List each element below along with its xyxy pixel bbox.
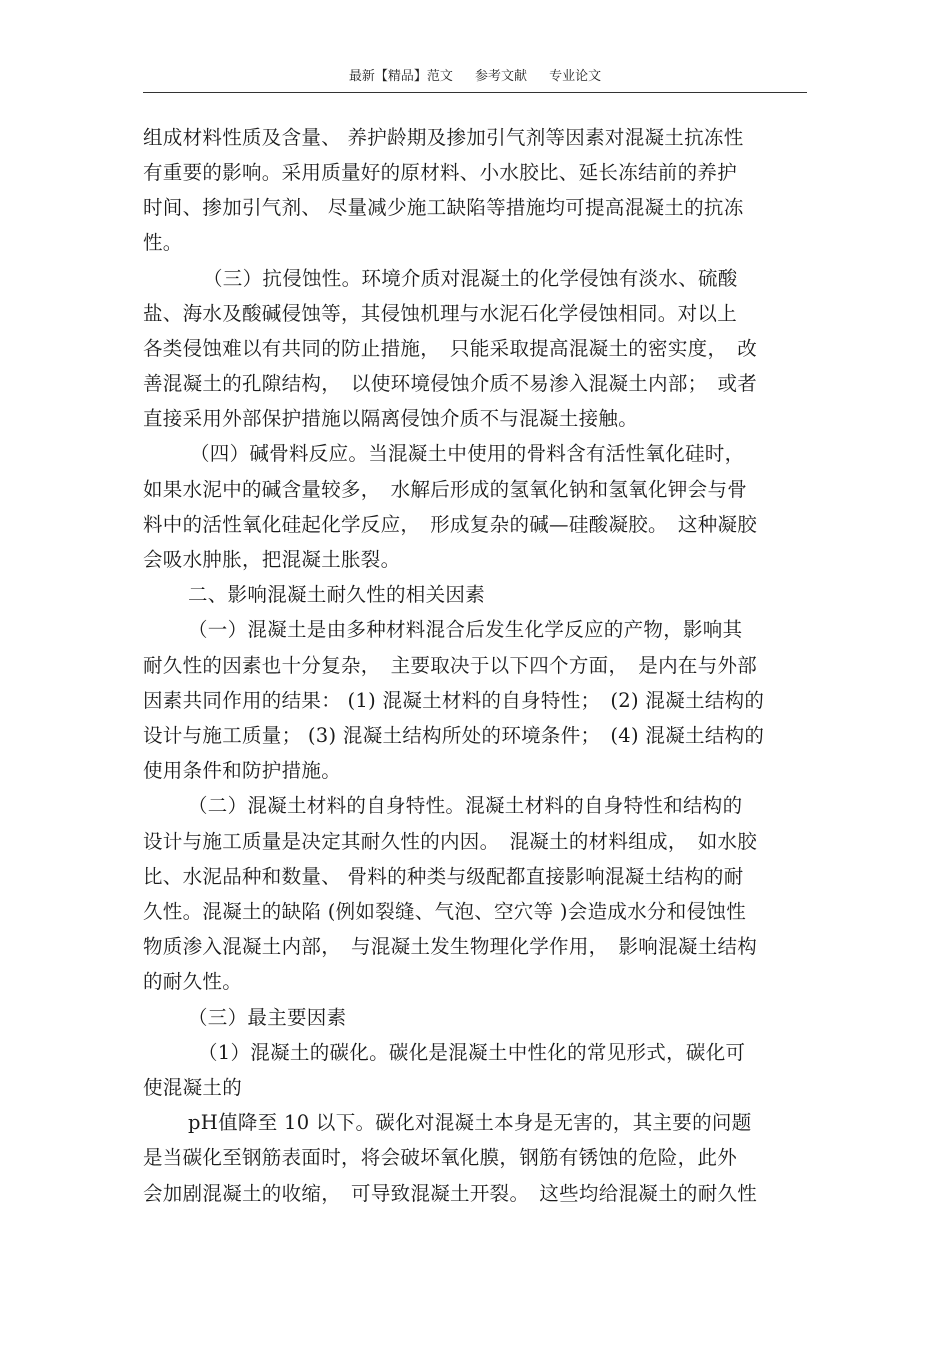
text-line: 比、水泥品种和数量、 骨料的种类与级配都直接影响混凝土结构的耐 xyxy=(143,865,744,888)
text-line: 性。 xyxy=(143,231,183,254)
header-item-featured: 最新【精品】范文 xyxy=(348,69,453,84)
subsection-heading-line: （1）混凝土的碳化。碳化是混凝土中性化的常见形式，碳化可 xyxy=(198,1041,746,1064)
header-item-references: 参考文献 xyxy=(474,69,527,84)
section-heading-line: （一）混凝土是由多种材料混合后发生化学反应的产物，影响其 xyxy=(188,618,743,641)
text-line: 盐、海水及酸碱侵蚀等，其侵蚀机理与水泥石化学侵蚀相同。对以上 xyxy=(143,302,738,325)
text-line: 会加剧混凝土的收缩， 可导致混凝土开裂。 这些均给混凝土的耐久性 xyxy=(143,1182,758,1205)
text-line: 善混凝土的孔隙结构， 以使环境侵蚀介质不易渗入混凝土内部； 或者 xyxy=(143,372,758,395)
text-line: 时间、掺加引气剂、 尽量减少施工缺陷等措施均可提高混凝土的抗冻 xyxy=(143,196,744,219)
section-heading: 二、影响混凝土耐久性的相关因素 xyxy=(188,583,486,606)
text-line: 因素共同作用的结果： (1) 混凝土材料的自身特性； (2) 混凝土结构的 xyxy=(143,689,765,712)
text-line: 组成材料性质及含量、 养护龄期及掺加引气剂等因素对混凝土抗冻性 xyxy=(143,126,744,149)
text-line: 料中的活性氧化硅起化学反应， 形成复杂的碱—硅酸凝胶。 这种凝胶 xyxy=(143,513,758,536)
text-line: 有重要的影响。采用质量好的原材料、小水胶比、延长冻结前的养护 xyxy=(143,161,738,184)
text-line: 的耐久性。 xyxy=(143,970,243,993)
text-line: 久性。混凝土的缺陷 (例如裂缝、气泡、空穴等 )会造成水分和侵蚀性 xyxy=(143,900,747,923)
text-line: 设计与施工质量； (3) 混凝土结构所处的环境条件； (4) 混凝土结构的 xyxy=(143,724,765,747)
text-line: 是当碳化至钢筋表面时，将会破坏氧化膜，钢筋有锈蚀的危险，此外 xyxy=(143,1146,738,1169)
text-line: 物质渗入混凝土内部， 与混凝土发生物理化学作用， 影响混凝土结构 xyxy=(143,935,758,958)
section-heading: （三）最主要因素 xyxy=(188,1006,347,1029)
header-item-papers: 专业论文 xyxy=(549,69,602,84)
section-heading-line: （四）碱骨料反应。当混凝土中使用的骨料含有活性氧化硅时， xyxy=(190,442,745,465)
text-line: 如果水泥中的碱含量较多， 水解后形成的氢氧化钠和氢氧化钾会与骨 xyxy=(143,478,748,501)
text-line: 直接采用外部保护措施以隔离侵蚀介质不与混凝土接触。 xyxy=(143,407,639,430)
text-line: 使用条件和防护措施。 xyxy=(143,759,342,782)
text-line: 使混凝土的 xyxy=(143,1076,243,1099)
section-heading-line: （二）混凝土材料的自身特性。混凝土材料的自身特性和结构的 xyxy=(188,794,743,817)
text-line: 各类侵蚀难以有共同的防止措施， 只能采取提高混凝土的密实度， 改 xyxy=(143,337,758,360)
text-line: pH值降至 10 以下。碳化对混凝土本身是无害的，其主要的问题 xyxy=(188,1111,752,1134)
text-line: 耐久性的因素也十分复杂， 主要取决于以下四个方面， 是内在与外部 xyxy=(143,654,758,677)
section-heading-line: （三）抗侵蚀性。环境介质对混凝土的化学侵蚀有淡水、硫酸 xyxy=(203,267,738,290)
text-line: 设计与施工质量是决定其耐久性的内因。 混凝土的材料组成， 如水胶 xyxy=(143,830,758,853)
text-line: 会吸水肿胀，把混凝土胀裂。 xyxy=(143,548,401,571)
